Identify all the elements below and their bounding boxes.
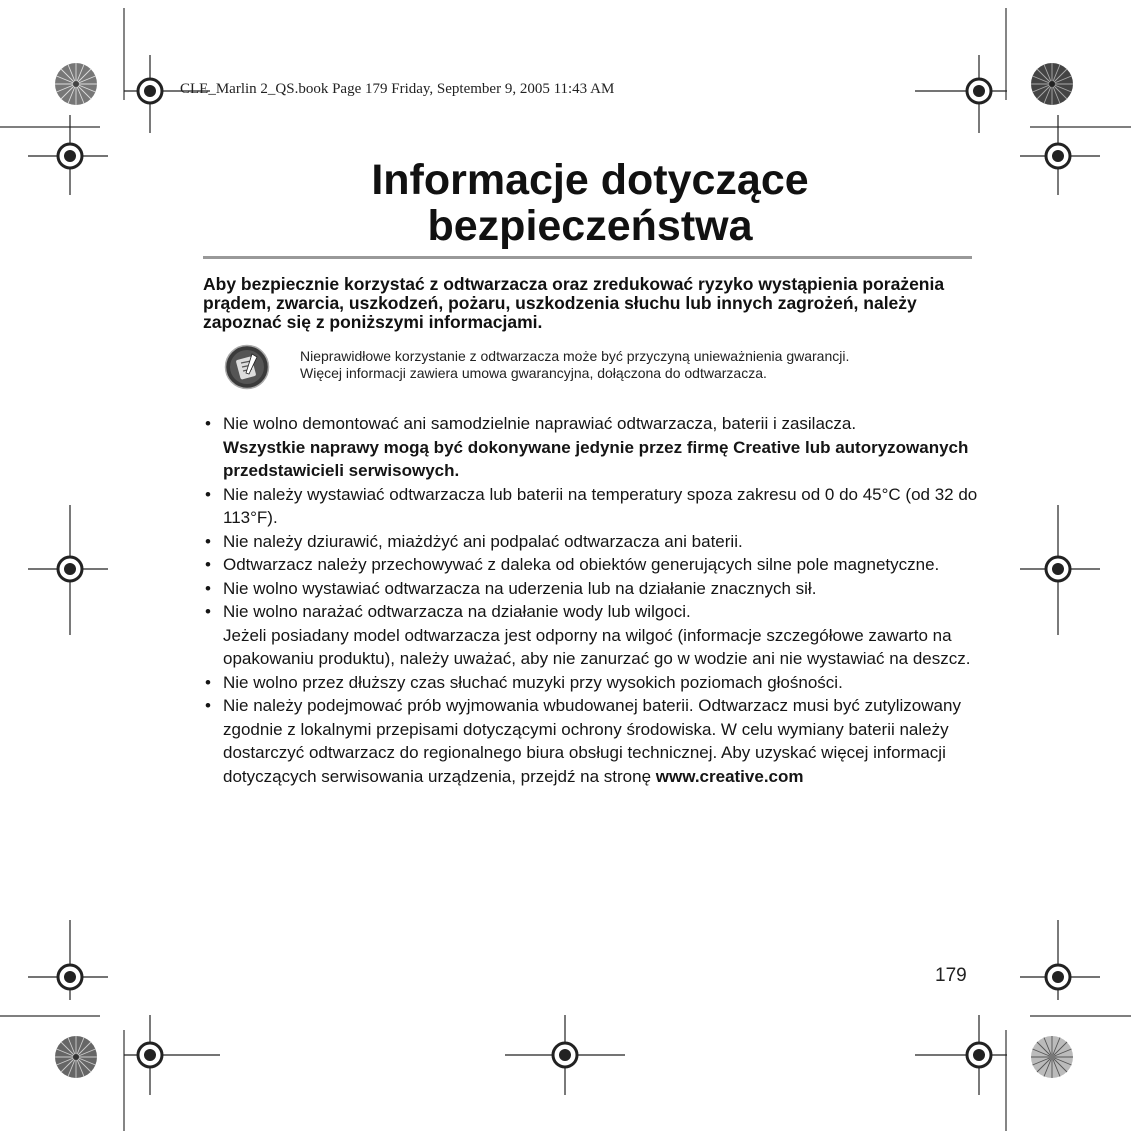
list-item	[203, 483, 978, 530]
registration-mark-icon	[28, 920, 108, 1000]
color-wheel-icon	[1030, 62, 1074, 106]
safety-list	[203, 412, 978, 788]
registration-mark-icon	[1020, 115, 1100, 195]
title-rule	[203, 256, 972, 259]
page-title-line-2: bezpieczeństwa	[427, 202, 753, 250]
registration-mark-icon	[915, 55, 1015, 135]
color-wheel-icon	[54, 1035, 98, 1079]
registration-mark-icon	[1020, 505, 1100, 635]
list-item-text: Nie należy wystawiać odtwarzacza lub baterii na temperatury spoza zakresu od 0 do 45°C (od 32 do 113°F).	[223, 484, 978, 527]
color-wheel-icon	[1030, 1035, 1074, 1079]
note-text	[300, 348, 940, 382]
page-number: 179	[935, 965, 967, 986]
bullet-dot: •	[205, 555, 211, 574]
list-item-text: Nie wolno wystawiać odtwarzacza na uderzenia lub na działanie znacznych sił.	[223, 578, 817, 598]
note-info-icon	[224, 344, 270, 390]
list-item-bold-note: Wszystkie naprawy mogą być dokonywane jedynie przez firmę Creative lub autoryzowanych przedstawicieli serwisowych.	[223, 437, 969, 480]
bullet-dot: •	[205, 672, 211, 692]
list-item	[203, 694, 978, 788]
list-item-text: Odtwarzacz należy przechowywać z daleka od obiektów generujących silne pole magnetyczne.	[223, 555, 940, 574]
intro-paragraph: Aby bezpiecznie korzystać z odtwarzacza oraz zredukować ryzyko wystąpienia porażenia prądem, zwarcia, uszkodzeń, pożaru, uszkodzenia słuchu lub innych zagrożeń, należy zapoznać się z poniższymi informacjami.	[203, 274, 945, 332]
list-item	[203, 600, 978, 671]
registration-mark-icon	[28, 505, 108, 635]
note-line-2: Więcej informacji zawiera umowa gwarancyjna, dołączona do odtwarzacza.	[300, 365, 767, 381]
print-header: CLE_Marlin 2_QS.book Page 179 Friday, September 9, 2005 11:43 AM	[180, 81, 615, 97]
bullet-dot: •	[205, 696, 211, 715]
list-item	[203, 577, 978, 601]
bullet-dot: •	[205, 484, 211, 504]
bullet-dot: •	[205, 578, 211, 598]
page-title-line-1: Informacje dotyczące	[371, 156, 809, 204]
list-item-text	[223, 694, 978, 788]
page-title	[200, 157, 980, 249]
list-item-subtext: Jeżeli posiadany model odtwarzacza jest odporny na wilgoć (informacje szczegółowe zawarto na opakowaniu produktu), należy uważać, aby nie zanurzać go w wodzie ani nie wystawiać na deszcz.	[223, 625, 971, 668]
list-item-text: Nie należy dziurawić, miażdżyć ani podpalać odtwarzacza ani baterii.	[223, 531, 743, 551]
registration-mark-icon	[505, 1015, 625, 1095]
bullet-dot: •	[205, 531, 211, 551]
list-item	[203, 530, 978, 554]
list-item	[203, 553, 978, 577]
list-item-text: Nie wolno narażać odtwarzacza na działanie wody lub wilgoci.	[223, 602, 691, 621]
list-item-text: Nie wolno przez dłuższy czas słuchać muzyki przy wysokich poziomach głośności.	[223, 672, 843, 692]
note-line-1: Nieprawidłowe korzystanie z odtwarzacza może być przyczyną unieważnienia gwarancji.	[300, 348, 850, 364]
registration-mark-icon	[120, 1015, 220, 1095]
list-item	[203, 412, 978, 483]
list-item	[203, 671, 978, 695]
list-item-text: Nie wolno demontować ani samodzielnie naprawiać odtwarzacza, baterii i zasilacza.	[223, 414, 857, 433]
bullet-dot: •	[205, 414, 211, 433]
creative-website-link[interactable]: www.creative.com	[655, 766, 804, 786]
registration-mark-icon	[1020, 920, 1100, 1000]
registration-mark-icon	[915, 1015, 1015, 1095]
registration-mark-icon	[28, 115, 108, 195]
list-item-text-body: Nie należy podejmować prób wyjmowania wbudowanej baterii. Odtwarzacz musi być zutylizowany zgodnie z lokalnymi przepisami dotyczącymi ochrony środowiska. W celu wymiany baterii należy dostarczyć odtwarzacz do regionalnego biura obsługi technicznej. Aby uzyskać więcej informacji dotyczących serwisowania urządzenia, przejdź na stronę	[223, 696, 961, 786]
bullet-dot: •	[205, 602, 211, 621]
color-wheel-icon	[54, 62, 98, 106]
